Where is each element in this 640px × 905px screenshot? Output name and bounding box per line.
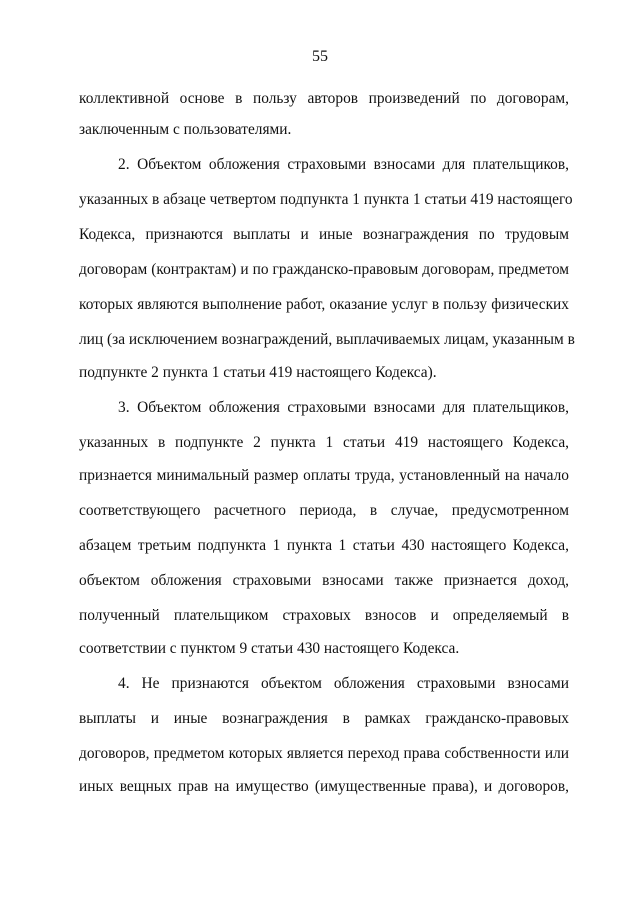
text-line: объектом обложения страховыми взносами также признается доход, [79, 572, 569, 589]
text-line: Кодекса, признаются выплаты и иные вознаграждения по трудовым [79, 226, 569, 243]
text-line: 4. Не признаются объектом обложения страховыми взносами [118, 675, 569, 692]
text-line: договоров, предметом которых является переход права собственности или [79, 745, 569, 762]
text-line: выплаты и иные вознаграждения в рамках гражданско-правовых [79, 710, 569, 727]
text-line: 2. Объектом обложения страховыми взносами для плательщиков, [118, 156, 569, 173]
text-line: указанных в подпункте 2 пункта 1 статьи 419 настоящего Кодекса, [79, 434, 569, 451]
text-line: договорам (контрактам) и по гражданско-правовым договорам, предметом [79, 261, 569, 278]
text-line: соответствующего расчетного периода, в случае, предусмотренном [79, 502, 569, 519]
page-number: 55 [312, 48, 328, 65]
text-line: соответствии с пунктом 9 статьи 430 настоящего Кодекса. [79, 640, 460, 657]
text-line: подпункте 2 пункта 1 статьи 419 настоящего Кодекса). [79, 364, 437, 381]
text-line: иных вещных прав на имущество (имущественные права), и договоров, [79, 778, 569, 795]
text-line: заключенным с пользователями. [79, 121, 292, 138]
text-line: признается минимальный размер оплаты труда, установленный на начало [79, 467, 569, 484]
text-line: коллективной основе в пользу авторов произведений по договорам, [79, 90, 569, 107]
text-line: 3. Объектом обложения страховыми взносами для плательщиков, [118, 399, 569, 416]
text-line: лиц (за исключением вознаграждений, выплачиваемых лицам, указанным в [79, 331, 575, 348]
text-line: которых являются выполнение работ, оказание услуг в пользу физических [79, 296, 569, 313]
text-line: указанных в абзаце четвертом подпункта 1 пункта 1 статьи 419 настоящего [79, 191, 573, 208]
text-line: полученный плательщиком страховых взносов и определяемый в [79, 607, 569, 624]
text-line: абзацем третьим подпункта 1 пункта 1 статьи 430 настоящего Кодекса, [79, 537, 569, 554]
